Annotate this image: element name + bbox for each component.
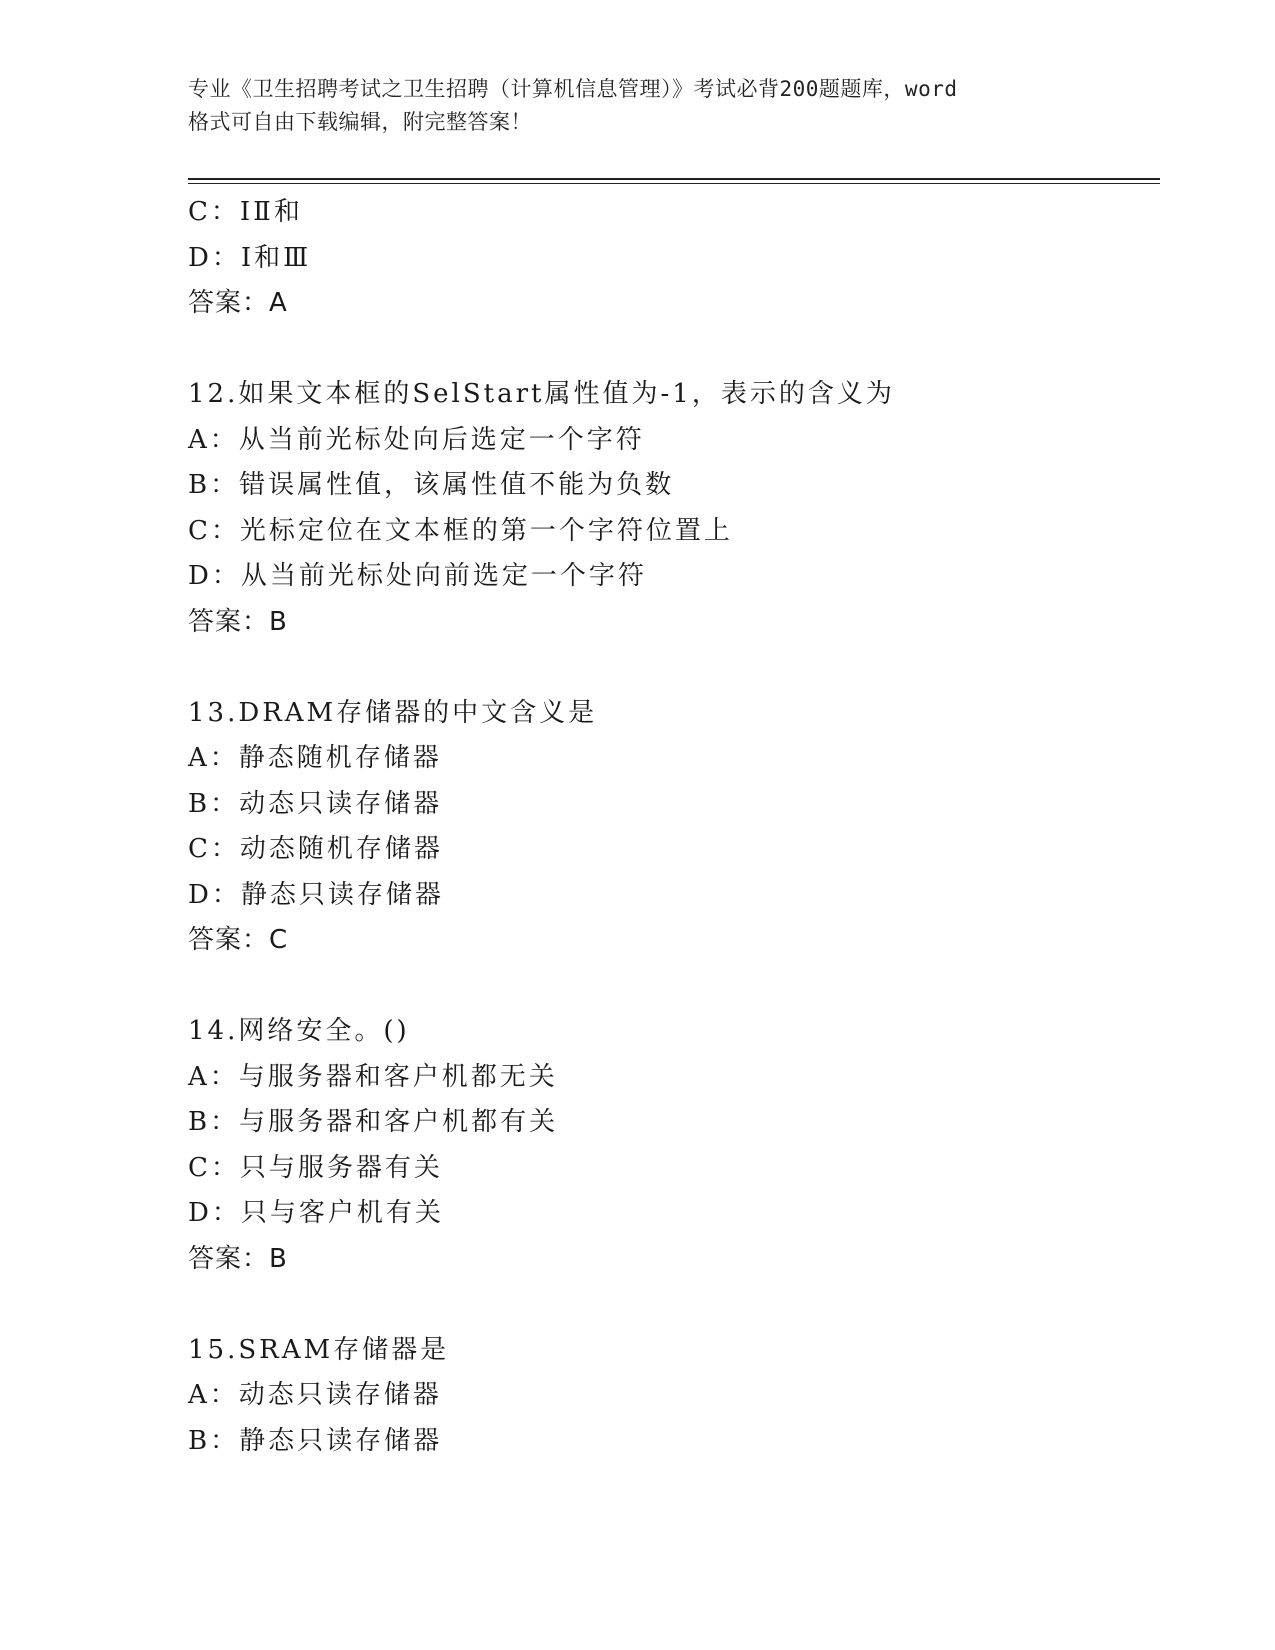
option-b: B：错误属性值，该属性值不能为负数: [188, 470, 675, 500]
header-title-line-1: 专业《卫生招聘考试之卫生招聘（计算机信息管理）》考试必背200题题库，word: [188, 77, 958, 101]
spacer: [188, 327, 1160, 373]
option-b: B：静态只读存储器: [188, 1425, 443, 1456]
option-a: A：静态随机存储器: [188, 743, 442, 773]
question-stem: 14.网络安全。(): [188, 1016, 410, 1046]
option-d: D：从当前光标处向前选定一个字符: [188, 561, 647, 591]
question-block: [188, 691, 1160, 964]
option-c: C：只与服务器有关: [188, 1152, 443, 1183]
spacer: [188, 1282, 1160, 1328]
spacer: [188, 964, 1160, 1010]
answer-line: 答案：B: [188, 1243, 288, 1274]
question-stem: 15.SRAM存储器是: [188, 1334, 450, 1365]
option-a: A：从当前光标处向后选定一个字符: [188, 424, 645, 455]
option-a: A：动态只读存储器: [188, 1380, 442, 1410]
question-stem: 13.DRAM存储器的中文含义是: [188, 697, 598, 728]
answer-line: 答案：B: [188, 606, 288, 637]
option-c: C：光标定位在文本框的第一个字符位置上: [188, 515, 733, 546]
option-d: D：Ⅰ和Ⅲ: [188, 242, 312, 273]
header-title-line-2: 格式可自由下载编辑，附完整答案！: [188, 110, 532, 134]
option-c: C：ⅠⅡ和: [188, 197, 303, 227]
spacer: [188, 645, 1160, 691]
question-block: [188, 1328, 1160, 1465]
question-stem: 12.如果文本框的SelStart属性值为-1，表示的含义为: [188, 379, 895, 409]
option-d: D：只与客户机有关: [188, 1198, 444, 1228]
answer-line: 答案：A: [188, 288, 288, 318]
option-b: B：与服务器和客户机都有关: [188, 1107, 559, 1137]
question-block: [188, 1009, 1160, 1282]
header-divider: [188, 178, 1160, 184]
option-d: D：静态只读存储器: [188, 879, 444, 910]
option-b: B：动态只读存储器: [188, 788, 443, 819]
question-block: [188, 372, 1160, 645]
question-list: [188, 190, 1160, 1464]
option-c: C：动态随机存储器: [188, 834, 443, 864]
answer-line: 答案：C: [188, 925, 289, 955]
document-header: [188, 73, 1088, 139]
option-a: A：与服务器和客户机都无关: [188, 1061, 558, 1092]
